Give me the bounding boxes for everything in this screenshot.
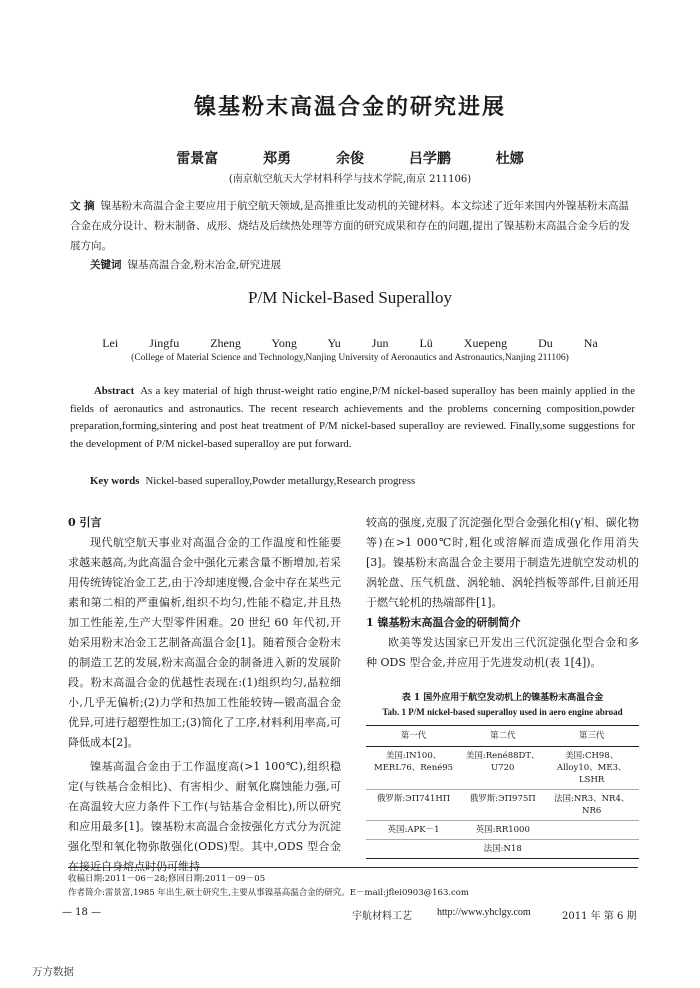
affiliation-en: (College of Material Science and Technology,Nanjing University of Aeronautics and Astronautics,Nanjing 211106) bbox=[131, 353, 569, 363]
paragraph-intro-2: 镍基高温合金由于工作温度高(>1 100℃),组织稳定(与铁基合金相比)、有害相少、耐氧化腐蚀能力强,可在高温较大应力条件下工作(与钴基合金相比),所以研究和应用最多[1]。镍基粉末高温合金按强化方式分为沉淀强化型和氧化物弥散强化(ODS)型。其中,ODS 型合金在接近自身熔点时仍可维持 bbox=[68, 760, 341, 873]
keywords-cn-label: 关键词 bbox=[90, 259, 122, 271]
abstract-cn bbox=[70, 196, 635, 256]
table-cell: 英国:APK－1 bbox=[366, 821, 461, 840]
section-heading-introduction: 0 引言 bbox=[68, 516, 102, 529]
abstract-en-label: Abstract bbox=[94, 385, 135, 397]
table1-header: 第三代 bbox=[544, 726, 639, 747]
table-cell: 英国:RR1000 bbox=[461, 821, 544, 840]
table-row bbox=[366, 790, 639, 821]
table1-header: 第一代 bbox=[366, 726, 461, 747]
body-column-left bbox=[68, 513, 341, 877]
keywords-en bbox=[90, 475, 630, 487]
page-number: — 18 — bbox=[62, 907, 102, 918]
paragraph-intro-2-continued: 较高的强度,克服了沉淀强化型合金强化相(γ′相、碳化物等)在>1 000℃时,粗化或溶解而造成强化作用消失[3]。镍基粉末高温合金主要用于制造先进航空发动机的涡轮盘、压气机盘、涡轮轴、涡轮挡板等部件,目前还用于燃气轮机的热端部件[1]。 bbox=[366, 516, 639, 609]
section-heading-1: 1 镍基粉末高温合金的研制简介 bbox=[366, 616, 521, 629]
table1-caption-cn: 表 1 国外应用于航空发动机上的镍基粉末高温合金 bbox=[401, 693, 604, 703]
authors-en: Lei Jingfu Zheng Yong Yu Jun Lü Xuepeng Du Na bbox=[102, 336, 598, 350]
footnote-divider bbox=[68, 867, 638, 868]
table-cell: 美国:René88DT、U720 bbox=[461, 747, 544, 790]
abstract-en-text: As a key material of high thrust-weight ratio engine,P/M nickel-based superalloy has been mainly applied in the fields of aeronautics and astronautics. The recent research achievements and the problems concerning composition,powder preparation,forming,sintering and post heat treatment of P/M nickel-based superalloy are reviewed. Finally,some suggestions for the development of P/M nickel-based superalloy are put forward. bbox=[70, 385, 635, 450]
body-column-right bbox=[366, 513, 639, 859]
footnote-author-bio: 作者简介:雷景富,1985 年出生,硕士研究生,主要从事镍基高温合金的研究。E－mail:jflei0903@163.com bbox=[68, 888, 469, 898]
table-cell: 美国:IN100、MERL76、René95 bbox=[366, 747, 461, 790]
keywords-en-label: Key words bbox=[90, 475, 140, 487]
journal-name: 宇航材料工艺 bbox=[352, 911, 412, 922]
table-row bbox=[366, 821, 639, 840]
affiliation-cn: (南京航空航天大学材料科学与技术学院,南京 211106) bbox=[228, 174, 472, 185]
table1-caption-en: Tab. 1 P/M nickel-based superalloy used in aero engine abroad bbox=[382, 707, 623, 717]
table-cell bbox=[544, 840, 639, 859]
journal-url: http://www.yhclgy.com bbox=[437, 907, 531, 918]
abstract-en bbox=[70, 383, 635, 453]
keywords-cn-text: 镍基高温合金,粉末冶金,研究进展 bbox=[127, 259, 282, 271]
paragraph-intro-1: 现代航空航天事业对高温合金的工作温度和性能要求越来越高,为此高温合金中强化元素含量不断增加,若采用传统铸锭冶金工艺,由于冷却速度慢,合金中存在某些元素和第二相的严重偏析,组织不均匀,性能不稳定,并且热加工性能差,生产大型零件困难。20 世纪 60 年代初,开始采用粉末冶金工艺制备高温合金[1]。随着预合金粉末的制造工艺的发展,粉末高温合金的制备进入新的发展阶段。粉末高温合金的优越性表现在:(1)组织均匀,晶粒细小,几乎无偏析;(2)力学和热加工性能较铸—锻高温合金优异,可进行超塑性加工;(3)简化了工序,材料利用率高,可降低成本[2]。 bbox=[68, 536, 341, 749]
keywords-cn bbox=[90, 256, 630, 274]
journal-issue: 2011 年 第 6 期 bbox=[562, 911, 637, 922]
table1-header: 第二代 bbox=[461, 726, 544, 747]
footnote-received: 收稿日期:2011－06－28;修回日期:2011－09－05 bbox=[68, 874, 266, 884]
paper-title-cn: 镍基粉末高温合金的研究进展 bbox=[193, 94, 506, 120]
paper-title-en: P/M Nickel-Based Superalloy bbox=[248, 288, 452, 307]
table-cell: 美国:CH98、Alloy10、ME3、LSHR bbox=[544, 747, 639, 790]
table-cell: 法国:NR3、NR4、NR6 bbox=[544, 790, 639, 821]
table-cell bbox=[544, 821, 639, 840]
table-row bbox=[366, 747, 639, 790]
paragraph-sec1-1: 欧美等发达国家已开发出三代沉淀强化型合金和多种 ODS 型合金,并应用于先进发动机(表 1[4])。 bbox=[366, 636, 639, 669]
table-row bbox=[366, 840, 639, 859]
table1 bbox=[366, 725, 639, 859]
abstract-cn-label: 文 摘 bbox=[70, 200, 95, 212]
table-cell: 法国:N18 bbox=[461, 840, 544, 859]
keywords-en-text: Nickel-based superalloy,Powder metallurgy,Research progress bbox=[145, 475, 416, 487]
authors-cn: 雷景富 郑勇 余俊 吕学鹏 杜娜 bbox=[176, 151, 524, 167]
table-cell: 俄罗斯:ЭП975П bbox=[461, 790, 544, 821]
watermark-label: 万方数据 bbox=[32, 966, 74, 978]
table-cell: 俄罗斯:ЭП741НП bbox=[366, 790, 461, 821]
abstract-cn-text: 镍基粉末高温合金主要应用于航空航天领域,是高推重比发动机的关键材料。本文综述了近年来国内外镍基粉末高温合金在成分设计、粉末制备、成形、烧结及后续热处理等方面的研究成果和存在的问题,提出了镍基粉末高温合金今后的发展方向。 bbox=[70, 200, 630, 252]
table-cell bbox=[366, 840, 461, 859]
